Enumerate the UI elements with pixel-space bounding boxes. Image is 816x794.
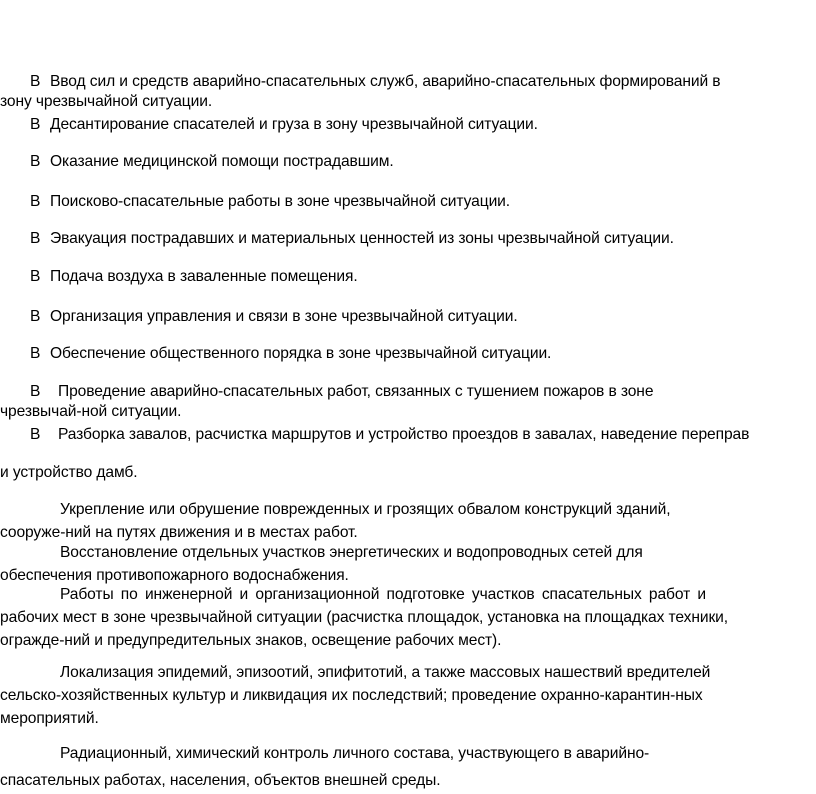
paragraph-text: Радиационный, химический контроль личного состава, участвующего в аварийно- — [60, 745, 650, 762]
list-item-text: чрезвычай-ной ситуации. — [0, 403, 182, 420]
bullet-marker: В — [30, 116, 41, 133]
paragraph-text: сельско-хозяйственных культур и ликвидация их последствий; проведение охранно-карантин-ных — [0, 687, 703, 704]
list-item-text: Десантирование спасателей и груза в зону чрезвычайной ситуации. — [50, 116, 538, 133]
paragraph-text: рабочих мест в зоне чрезвычайной ситуации (расчистка площадок, установка на площадках техники, — [0, 609, 729, 626]
bullet-marker: В — [30, 426, 41, 443]
list-item — [0, 227, 816, 250]
bullet-marker: В — [30, 230, 41, 247]
paragraph-text: спасательных работах, населения, объектов внешней среды. — [0, 772, 441, 789]
paragraph — [0, 661, 816, 730]
list-item — [0, 423, 816, 446]
paragraph — [0, 541, 816, 587]
list-item-text: Поисково-спасательные работы в зоне чрезвычайной ситуации. — [50, 193, 511, 210]
list-item-text: Оказание медицинской помощи пострадавшим. — [50, 153, 394, 170]
list-item — [0, 380, 816, 423]
bullet-marker: В — [30, 383, 41, 400]
paragraph-text: огражде-ний и предупредительных знаков, освещение рабочих мест). — [0, 632, 502, 649]
list-item — [0, 305, 816, 328]
paragraph — [0, 583, 816, 652]
paragraph-text: Локализация эпидемий, эпизоотий, эпифитотий, а также массовых нашествий вредителей — [60, 664, 711, 681]
paragraph — [0, 742, 816, 792]
paragraph-text: Работы по инженерной и организационной подготовке участков спасательных работ и — [60, 586, 706, 603]
paragraph-text: сооруже-ний на путях движения и в местах работ. — [0, 524, 358, 541]
bullet-marker: В — [30, 345, 41, 362]
paragraph-text: мероприятий. — [0, 710, 99, 727]
list-item-text: Ввод сил и средств аварийно-спасательных служб, аварийно-спасательных формирований в — [50, 73, 721, 90]
list-item — [0, 190, 816, 213]
list-item — [0, 70, 816, 113]
list-item-text: Подача воздуха в заваленные помещения. — [50, 268, 358, 285]
paragraph — [0, 498, 816, 544]
bullet-marker: В — [30, 308, 41, 325]
list-item-text: Эвакуация пострадавших и материальных ценностей из зоны чрезвычайной ситуации. — [50, 230, 674, 247]
list-item — [0, 113, 816, 136]
list-item-text: Разборка завалов, расчистка маршрутов и устройство проездов в завалах, наведение переправ — [58, 426, 750, 443]
list-item-text: и устройство дамб. — [0, 464, 138, 481]
list-item-text: Организация управления и связи в зоне чрезвычайной ситуации. — [50, 308, 518, 325]
list-item-text: зону чрезвычайной ситуации. — [0, 93, 213, 110]
bullet-marker: В — [30, 73, 41, 90]
paragraph-text: обеспечения противопожарного водоснабжения. — [0, 567, 349, 584]
paragraph-text: Укрепление или обрушение поврежденных и грозящих обвалом конструкций зданий, — [60, 501, 671, 518]
list-item-text: Проведение аварийно-спасательных работ, связанных с тушением пожаров в зоне — [58, 383, 654, 400]
list-item — [0, 342, 816, 365]
bullet-marker: В — [30, 153, 41, 170]
bullet-marker: В — [30, 193, 41, 210]
list-item — [0, 150, 816, 173]
bullet-marker: В — [30, 268, 41, 285]
list-item-continuation — [0, 461, 816, 484]
list-item-text: Обеспечение общественного порядка в зоне чрезвычайной ситуации. — [50, 345, 552, 362]
list-item — [0, 265, 816, 288]
paragraph-text: Восстановление отдельных участков энергетических и водопроводных сетей для — [60, 544, 643, 561]
